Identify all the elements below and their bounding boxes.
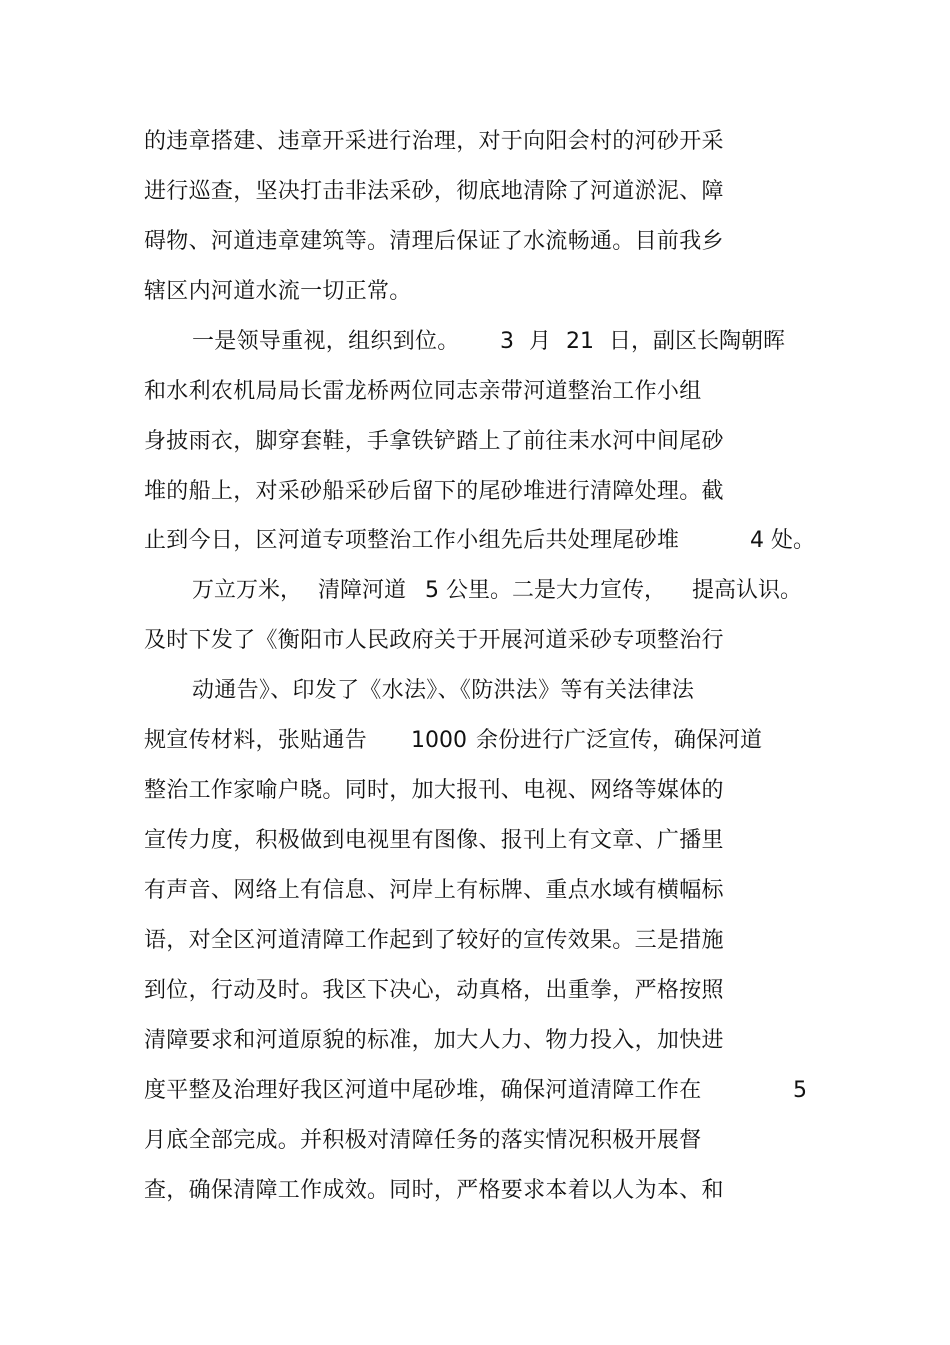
text-line: 的违章搭建、违章开采进行治理，对于向阳会村的河砂开采 — [144, 129, 724, 154]
text-line: 身披雨衣，脚穿套鞋，手拿铁铲踏上了前往耒水河中间尾砂 — [144, 429, 724, 454]
text-line: 及时下发了《衡阳市人民政府关于开展河道采砂专项整治行 — [144, 628, 724, 653]
text-fragment: 5 — [793, 1078, 807, 1103]
text-line: 和水利农机局局长雷龙桥两位同志亲带河道整治工作小组 — [144, 379, 702, 404]
text-line: 整治工作家喻户晓。同时，加大报刊、电视、网络等媒体的 — [144, 778, 724, 803]
text-line: 辖区内河道水流一切正常。 — [144, 279, 412, 304]
text-line: 规宣传材料，张贴通告 — [144, 728, 368, 753]
text-fragment: 4 处。 — [750, 528, 815, 553]
text-fragment: 万立万米， — [192, 578, 303, 603]
text-line: 月底全部完成。并积极对清障任务的落实情况积极开展督 — [144, 1128, 702, 1153]
text-line: 清障要求和河道原貌的标准，加大人力、物力投入，加快进 — [144, 1028, 724, 1053]
text-line: 止到今日，区河道专项整治工作小组先后共处理尾砂堆 — [144, 528, 680, 553]
text-line: 进行巡查，坚决打击非法采砂，彻底地清除了河道淤泥、障 — [144, 179, 724, 204]
text-line: 动通告》、印发了《水法》、《防洪法》等有关法律法 — [192, 678, 695, 703]
text-line: 碍物、河道违章建筑等。清理后保证了水流畅通。目前我乡 — [144, 229, 724, 254]
text-fragment: 3 月 21 日，副区长陶朝晖 — [500, 329, 785, 354]
text-fragment: 提高认识。 — [692, 578, 803, 603]
text-fragment: 1000 — [411, 728, 467, 753]
text-line: 宣传力度，积极做到电视里有图像、报刊上有文章、广播里 — [144, 828, 724, 853]
text-fragment: 5 公里。二是大力宣传， — [425, 578, 666, 603]
text-line: 度平整及治理好我区河道中尾砂堆，确保河道清障工作在 — [144, 1078, 702, 1103]
text-line: 堆的船上，对采砂船采砂后留下的尾砂堆进行清障处理。截 — [144, 479, 724, 504]
text-fragment: 余份进行广泛宣传，确保河道 — [476, 728, 763, 753]
text-line: 语，对全区河道清障工作起到了较好的宣传效果。三是措施 — [144, 928, 724, 953]
text-line: 一是领导重视，组织到位。 — [192, 329, 460, 354]
text-fragment: 清障河道 — [318, 578, 407, 603]
text-line: 到位，行动及时。我区下决心，动真格，出重拳，严格按照 — [144, 978, 724, 1003]
text-line: 有声音、网络上有信息、河岸上有标牌、重点水域有横幅标 — [144, 878, 724, 903]
text-line: 查，确保清障工作成效。同时，严格要求本着以人为本、和 — [144, 1178, 724, 1203]
